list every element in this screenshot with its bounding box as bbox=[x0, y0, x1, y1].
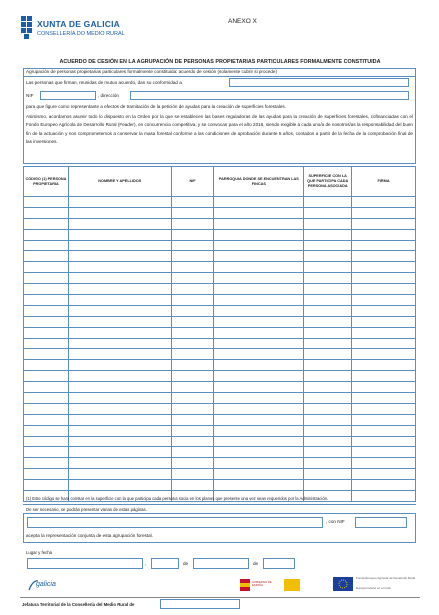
commitment-paragraph: Asimismo, acordamos asumir todo lo dispuesto en la Orden por la que se establecen las bases reguladoras de las ayudas para la creación de superficies forestales, cofinanciadas con el Fondo Europeo Agrícola de Desarrollo Rural (Feader), en concurrencia competitiva, y se convocan para el año 2018, siendo exigible a cada uno/a de nosotros/as la responsabilidad del buen fin de la actuación y nos comprometemos a conservar la masa forestal conforme a las condiciones de aprobación durante 5 años, contados a partir de la fecha de la comprobación final de las inversiones. bbox=[26, 114, 413, 145]
table-row bbox=[24, 218, 416, 229]
table-cell[interactable] bbox=[24, 382, 69, 393]
table-cell[interactable] bbox=[171, 262, 214, 273]
col-header-superficie: SUPERFICIE CON LA QUE PARTICIPA CADA PERSONA ASOCIADA bbox=[304, 167, 352, 197]
table-cell[interactable] bbox=[68, 305, 171, 316]
table-cell[interactable] bbox=[352, 447, 416, 458]
table-cell[interactable] bbox=[304, 458, 352, 469]
table-cell[interactable] bbox=[68, 284, 171, 295]
galicia-logo bbox=[27, 578, 77, 592]
table-cell[interactable] bbox=[171, 207, 214, 218]
table-cell[interactable] bbox=[214, 273, 304, 284]
table-row bbox=[24, 382, 416, 393]
table-cell[interactable] bbox=[171, 403, 214, 414]
table-cell[interactable] bbox=[214, 360, 304, 371]
table-cell[interactable] bbox=[68, 229, 171, 240]
table-row bbox=[24, 262, 416, 273]
table-row bbox=[24, 273, 416, 284]
table-cell[interactable] bbox=[214, 469, 304, 480]
table-cell[interactable] bbox=[214, 197, 304, 208]
table-cell[interactable] bbox=[304, 305, 352, 316]
table-cell[interactable] bbox=[304, 251, 352, 262]
table-cell[interactable] bbox=[352, 414, 416, 425]
table-row bbox=[24, 436, 416, 447]
table-cell[interactable] bbox=[304, 197, 352, 208]
table-cell[interactable] bbox=[352, 218, 416, 229]
table-cell[interactable] bbox=[214, 393, 304, 404]
table-cell[interactable] bbox=[171, 251, 214, 262]
place-input[interactable] bbox=[27, 558, 143, 569]
comma-sep: , bbox=[145, 561, 147, 566]
line3-text: para que figure como representante a efectos de tramitación de la petición de ayudas para la creación de superficies forestales. bbox=[26, 104, 286, 109]
table-cell[interactable] bbox=[304, 207, 352, 218]
table-cell[interactable] bbox=[68, 436, 171, 447]
table-cell[interactable] bbox=[24, 251, 69, 262]
table-cell[interactable] bbox=[304, 349, 352, 360]
table-cell[interactable] bbox=[171, 240, 214, 251]
table-cell[interactable] bbox=[214, 229, 304, 240]
day-input[interactable] bbox=[151, 558, 179, 569]
table-cell[interactable] bbox=[352, 262, 416, 273]
table-cell[interactable] bbox=[304, 295, 352, 306]
table-cell[interactable] bbox=[171, 436, 214, 447]
table-cell[interactable] bbox=[214, 305, 304, 316]
table-cell[interactable] bbox=[68, 393, 171, 404]
table-cell[interactable] bbox=[352, 436, 416, 447]
table-cell[interactable] bbox=[171, 284, 214, 295]
ministry-block bbox=[284, 579, 300, 591]
table-cell[interactable] bbox=[171, 327, 214, 338]
table-cell[interactable] bbox=[171, 229, 214, 240]
table-cell[interactable] bbox=[214, 240, 304, 251]
month-input[interactable] bbox=[193, 558, 249, 569]
table-cell[interactable] bbox=[24, 349, 69, 360]
gobierno-text: GOBIERNO DE ESPAÑA bbox=[252, 580, 272, 588]
table-cell[interactable] bbox=[171, 305, 214, 316]
table-cell[interactable] bbox=[214, 284, 304, 295]
jefatura-input[interactable] bbox=[160, 599, 240, 609]
gobierno-logo bbox=[240, 578, 300, 592]
table-cell[interactable] bbox=[171, 316, 214, 327]
table-cell[interactable] bbox=[304, 327, 352, 338]
representative-name-input[interactable] bbox=[229, 78, 409, 87]
eu-text: Fondo Europeo Agrícola de Desarrollo Rural bbox=[356, 576, 416, 580]
table-cell[interactable] bbox=[171, 371, 214, 382]
table-cell[interactable] bbox=[352, 240, 416, 251]
table-cell[interactable] bbox=[214, 480, 304, 491]
line1-text: Las personas que firman, reunidas de mutuo acuerdo, dan su conformidad a bbox=[26, 80, 182, 85]
table-cell[interactable] bbox=[24, 295, 69, 306]
table-cell[interactable] bbox=[214, 327, 304, 338]
table-row bbox=[24, 284, 416, 295]
table-cell[interactable] bbox=[304, 403, 352, 414]
table-cell[interactable] bbox=[171, 414, 214, 425]
table-cell[interactable] bbox=[304, 338, 352, 349]
table-cell[interactable] bbox=[304, 382, 352, 393]
col-header-nif: NIF bbox=[171, 167, 214, 197]
acceptance-nif-input[interactable] bbox=[355, 517, 407, 528]
table-cell[interactable] bbox=[304, 360, 352, 371]
table-cell[interactable] bbox=[171, 273, 214, 284]
table-cell[interactable] bbox=[68, 338, 171, 349]
table-cell[interactable] bbox=[304, 447, 352, 458]
galicia-logo-text: galicia bbox=[36, 581, 56, 588]
table-cell[interactable] bbox=[68, 240, 171, 251]
table-cell[interactable] bbox=[68, 327, 171, 338]
table-cell[interactable] bbox=[171, 469, 214, 480]
con-nif-label: , con NIF bbox=[326, 519, 345, 524]
table-cell[interactable] bbox=[171, 458, 214, 469]
table-cell[interactable] bbox=[68, 316, 171, 327]
table-cell[interactable] bbox=[68, 403, 171, 414]
eu-logo bbox=[333, 577, 418, 593]
table-row bbox=[24, 295, 416, 306]
table-cell[interactable] bbox=[214, 436, 304, 447]
table-row bbox=[24, 327, 416, 338]
table-cell[interactable] bbox=[304, 229, 352, 240]
table-cell[interactable] bbox=[304, 371, 352, 382]
table-row bbox=[24, 349, 416, 360]
table-cell[interactable] bbox=[352, 251, 416, 262]
table-row bbox=[24, 403, 416, 414]
table-cell[interactable] bbox=[24, 414, 69, 425]
year-input[interactable] bbox=[263, 558, 295, 569]
table-cell[interactable] bbox=[171, 295, 214, 306]
footer-jefatura: Jefatura Territorial de la Consellería del Medio Rural de bbox=[22, 602, 135, 607]
table-cell[interactable] bbox=[24, 197, 69, 208]
table-cell[interactable] bbox=[214, 349, 304, 360]
table-row bbox=[24, 229, 416, 240]
annex-label: ANEXO X bbox=[228, 18, 257, 25]
table-cell[interactable] bbox=[352, 425, 416, 436]
table-cell[interactable] bbox=[68, 207, 171, 218]
nif-input[interactable] bbox=[40, 91, 96, 100]
table-cell[interactable] bbox=[304, 240, 352, 251]
table-cell[interactable] bbox=[304, 393, 352, 404]
table-cell[interactable] bbox=[304, 414, 352, 425]
table-cell[interactable] bbox=[352, 284, 416, 295]
table-cell[interactable] bbox=[352, 393, 416, 404]
table-cell[interactable] bbox=[171, 447, 214, 458]
table-cell[interactable] bbox=[68, 218, 171, 229]
table-cell[interactable] bbox=[24, 403, 69, 414]
table-cell[interactable] bbox=[304, 262, 352, 273]
table-cell[interactable] bbox=[171, 382, 214, 393]
table-row bbox=[24, 447, 416, 458]
table-cell[interactable] bbox=[214, 207, 304, 218]
note-text: De ser necesario, se podrán presentar varias de estas páginas. bbox=[26, 507, 147, 512]
table-cell[interactable] bbox=[352, 403, 416, 414]
table-cell[interactable] bbox=[214, 338, 304, 349]
table-cell[interactable] bbox=[24, 316, 69, 327]
col-header-parroquia: PARROQUIA DONDE SE ENCUENTRAN LAS FINCAS bbox=[214, 167, 304, 197]
table-cell[interactable] bbox=[24, 393, 69, 404]
xunta-emblem-icon bbox=[20, 15, 34, 45]
table-row bbox=[24, 414, 416, 425]
de-label-1: de bbox=[183, 561, 189, 566]
direccion-label: , dirección bbox=[98, 93, 119, 98]
table-cell[interactable] bbox=[304, 273, 352, 284]
table-cell[interactable] bbox=[171, 360, 214, 371]
table-cell[interactable] bbox=[214, 447, 304, 458]
table-cell[interactable] bbox=[304, 316, 352, 327]
table-cell[interactable] bbox=[24, 469, 69, 480]
table-cell[interactable] bbox=[352, 360, 416, 371]
table-cell[interactable] bbox=[24, 338, 69, 349]
table-cell[interactable] bbox=[68, 273, 171, 284]
eu-flag-icon bbox=[333, 577, 353, 591]
table-cell[interactable] bbox=[24, 327, 69, 338]
table-cell[interactable] bbox=[24, 273, 69, 284]
owners-table bbox=[23, 166, 416, 502]
table-row bbox=[24, 480, 416, 491]
table-cell[interactable] bbox=[171, 349, 214, 360]
table-row bbox=[24, 197, 416, 208]
table-row bbox=[24, 360, 416, 371]
table-cell[interactable] bbox=[68, 469, 171, 480]
table-cell[interactable] bbox=[352, 371, 416, 382]
footer-divider bbox=[20, 597, 420, 598]
table-cell[interactable] bbox=[352, 338, 416, 349]
table-cell[interactable] bbox=[214, 403, 304, 414]
table-cell[interactable] bbox=[68, 295, 171, 306]
table-cell[interactable] bbox=[24, 229, 69, 240]
table-cell[interactable] bbox=[352, 229, 416, 240]
page-title: ACUERDO DE CESIÓN EN LA AGRUPACIÓN DE PERSONAS PROPIETARIAS PARTICULARES FORMALMENTE CONSTITUIDA bbox=[59, 59, 381, 65]
table-row bbox=[24, 305, 416, 316]
table-cell[interactable] bbox=[24, 360, 69, 371]
table-row bbox=[24, 469, 416, 480]
table-cell[interactable] bbox=[24, 371, 69, 382]
table-cell[interactable] bbox=[352, 316, 416, 327]
table-cell[interactable] bbox=[24, 305, 69, 316]
nif-label: NIF bbox=[26, 93, 34, 98]
table-cell[interactable] bbox=[68, 197, 171, 208]
col-header-nombre: NOMBRE Y APELLIDOS bbox=[68, 167, 171, 197]
table-cell[interactable] bbox=[24, 458, 69, 469]
table-cell[interactable] bbox=[24, 207, 69, 218]
table-cell[interactable] bbox=[68, 447, 171, 458]
table-cell[interactable] bbox=[352, 469, 416, 480]
de-label-2: de bbox=[253, 561, 259, 566]
table-cell[interactable] bbox=[214, 458, 304, 469]
table-cell[interactable] bbox=[68, 371, 171, 382]
table-row bbox=[24, 251, 416, 262]
table-cell[interactable] bbox=[24, 218, 69, 229]
table-cell[interactable] bbox=[304, 218, 352, 229]
table-cell[interactable] bbox=[352, 197, 416, 208]
table-row bbox=[24, 425, 416, 436]
table-cell[interactable] bbox=[68, 349, 171, 360]
logo-sub-text: CONSELLERÍA DO MEDIO RURAL bbox=[37, 31, 125, 37]
table-cell[interactable] bbox=[304, 469, 352, 480]
table-cell[interactable] bbox=[214, 414, 304, 425]
col-header-codigo: CÓDIGO (1) PERSONA PROPIETARIA bbox=[24, 167, 69, 197]
table-cell[interactable] bbox=[68, 480, 171, 491]
table-cell[interactable] bbox=[304, 480, 352, 491]
table-cell[interactable] bbox=[171, 338, 214, 349]
logo-main-text: XUNTA DE GALICIA bbox=[37, 19, 121, 29]
table-cell[interactable] bbox=[304, 284, 352, 295]
table-cell[interactable] bbox=[352, 327, 416, 338]
table-cell[interactable] bbox=[214, 262, 304, 273]
table-cell[interactable] bbox=[24, 262, 69, 273]
table-cell[interactable] bbox=[352, 295, 416, 306]
table-row bbox=[24, 371, 416, 382]
table-cell[interactable] bbox=[171, 218, 214, 229]
xunta-logo bbox=[20, 15, 140, 45]
table-cell[interactable] bbox=[352, 349, 416, 360]
table-row bbox=[24, 240, 416, 251]
table-cell[interactable] bbox=[214, 251, 304, 262]
direccion-input[interactable] bbox=[130, 91, 409, 100]
table-row bbox=[24, 207, 416, 218]
intro-text: Agrupación de personas propietarias particulares formalmente constituida: acuerdo de cesión (solamente cubrir si procede) bbox=[26, 69, 278, 74]
table-cell[interactable] bbox=[352, 382, 416, 393]
eu-subtext: Europa invierte en el rural bbox=[356, 586, 391, 590]
table-cell[interactable] bbox=[24, 284, 69, 295]
col-header-firma: FIRMA bbox=[352, 167, 416, 197]
table-cell[interactable] bbox=[171, 425, 214, 436]
table-cell[interactable] bbox=[214, 218, 304, 229]
table-cell[interactable] bbox=[171, 197, 214, 208]
table-cell[interactable] bbox=[68, 251, 171, 262]
table-cell[interactable] bbox=[214, 371, 304, 382]
spain-coat-of-arms-icon bbox=[240, 579, 250, 591]
table-cell[interactable] bbox=[24, 425, 69, 436]
table-cell[interactable] bbox=[68, 382, 171, 393]
table-cell[interactable] bbox=[24, 436, 69, 447]
table-cell[interactable] bbox=[214, 382, 304, 393]
table-cell[interactable] bbox=[68, 360, 171, 371]
footnote-divider bbox=[23, 504, 416, 505]
table-cell[interactable] bbox=[24, 480, 69, 491]
table-cell[interactable] bbox=[171, 393, 214, 404]
table-cell[interactable] bbox=[68, 458, 171, 469]
table-cell[interactable] bbox=[68, 425, 171, 436]
table-row bbox=[24, 338, 416, 349]
table-cell[interactable] bbox=[214, 295, 304, 306]
table-cell[interactable] bbox=[304, 436, 352, 447]
table-cell[interactable] bbox=[214, 425, 304, 436]
table-cell[interactable] bbox=[304, 425, 352, 436]
acceptance-text: acepta la representación conjunta de esta agrupación forestal. bbox=[26, 533, 153, 538]
table-cell[interactable] bbox=[171, 480, 214, 491]
table-cell[interactable] bbox=[24, 240, 69, 251]
intro-divider bbox=[23, 76, 416, 77]
table-cell[interactable] bbox=[352, 305, 416, 316]
table-cell[interactable] bbox=[352, 273, 416, 284]
table-cell[interactable] bbox=[24, 447, 69, 458]
table-cell[interactable] bbox=[214, 316, 304, 327]
table-row bbox=[24, 458, 416, 469]
table-cell[interactable] bbox=[68, 262, 171, 273]
acceptance-name-input[interactable] bbox=[27, 517, 323, 528]
table-cell[interactable] bbox=[352, 458, 416, 469]
table-row bbox=[24, 393, 416, 404]
table-cell[interactable] bbox=[68, 414, 171, 425]
table-cell[interactable] bbox=[352, 207, 416, 218]
table-row bbox=[24, 316, 416, 327]
table-cell[interactable] bbox=[352, 480, 416, 491]
place-date-label: Lugar y fecha bbox=[26, 550, 53, 555]
footnote: (1) Este código se hará constar en la superficie con la que participa cada persona socia en los planos que presente una vez sean requeridos por la Administración. bbox=[26, 496, 329, 501]
